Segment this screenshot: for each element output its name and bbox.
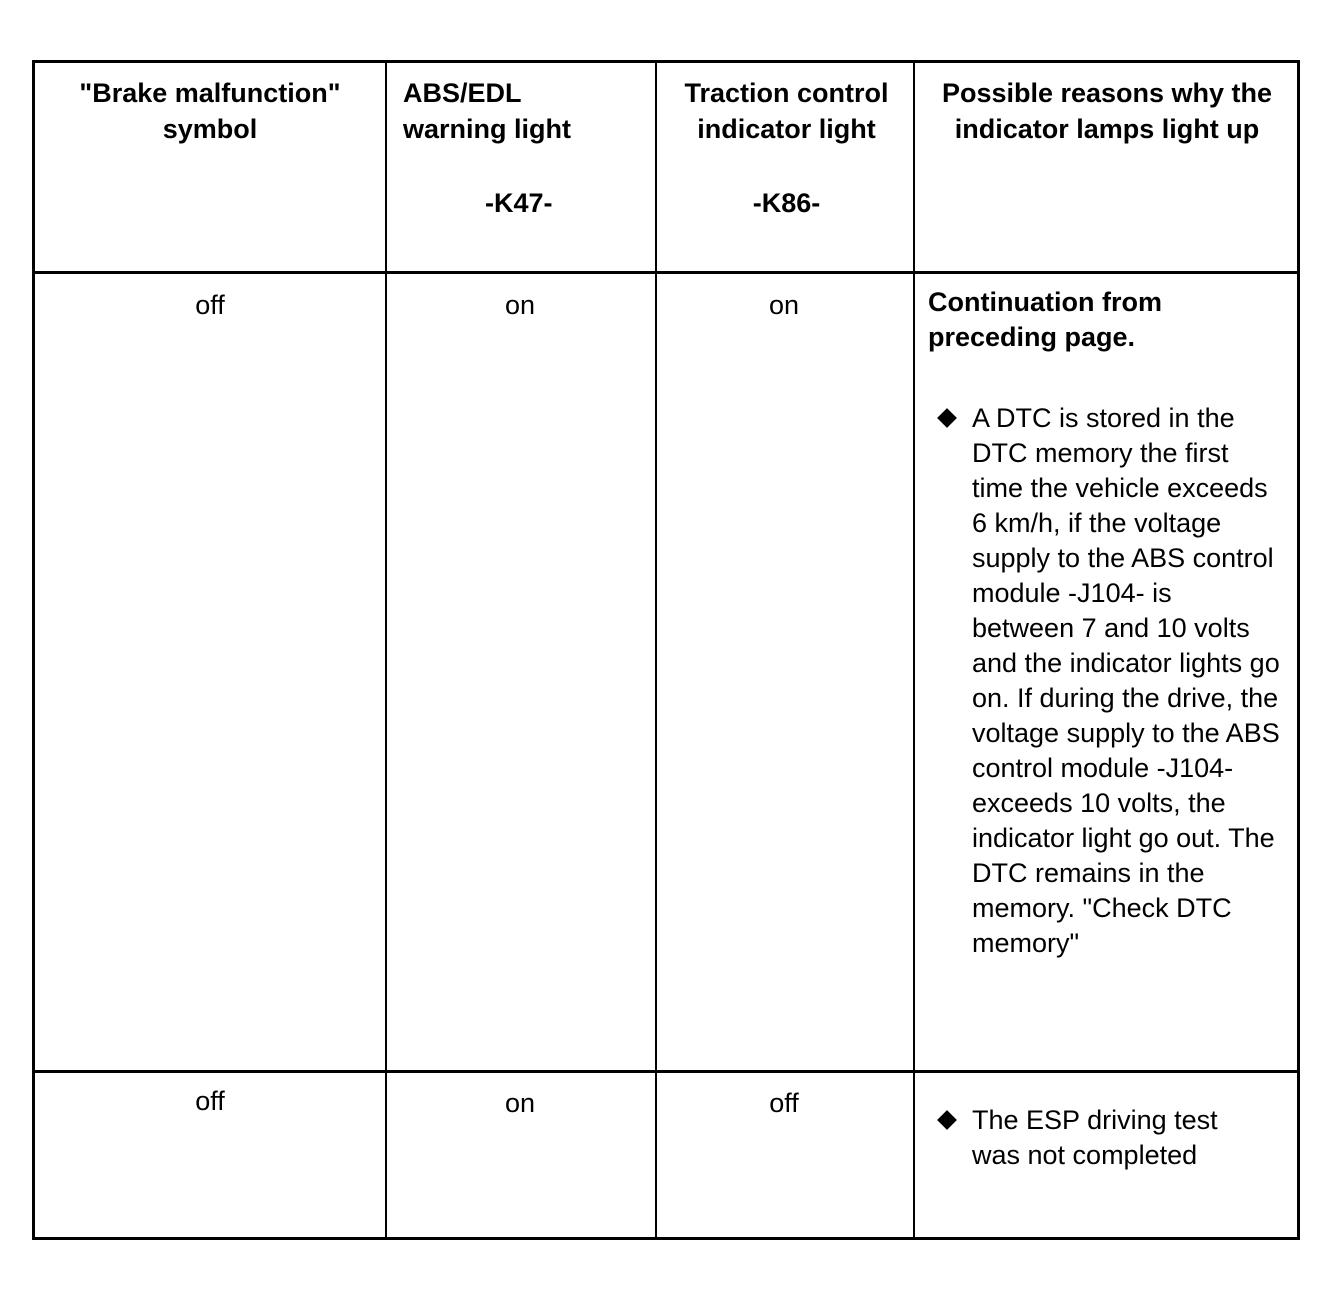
reason-text: A DTC is stored in the DTC memory the first time the vehicle exceeds 6 km/h, if the voltage supply to the ABS control module -J104- is between 7 and 10 volts and the indicator lights go on. If during the drive, the voltage supply to the ABS control module -J104- exceeds 10 volts, the indicator light go out. The DTC remains in the memory. "Check DTC memory" (972, 403, 1280, 958)
header-text: indicator lamps light up (954, 114, 1260, 144)
diagnostic-table (32, 60, 1300, 1240)
row2-traction-value: off (769, 1088, 799, 1118)
column-divider (385, 63, 387, 1237)
row-divider (35, 271, 1297, 274)
row1-brake-value: off (195, 290, 225, 320)
reason-bullet (928, 1103, 1298, 1173)
header-possible-reasons (917, 75, 1297, 147)
header-brake-symbol (35, 75, 385, 147)
row-divider (35, 1070, 1297, 1073)
diamond-bullet-icon (937, 1110, 957, 1130)
header-abs-warning-light (403, 75, 653, 221)
row1-reason (928, 285, 1298, 961)
row2-reason (928, 1103, 1298, 1173)
row2-abs-value: on (504, 1088, 536, 1118)
header-text: indicator light (697, 114, 876, 144)
header-code: -K47- (485, 188, 553, 218)
header-text: ABS/EDL (403, 78, 522, 108)
reason-bullet (928, 401, 1298, 961)
row1-abs-value: on (504, 290, 536, 320)
reason-text: The ESP driving test was not completed (972, 1105, 1218, 1170)
column-divider (913, 63, 915, 1237)
header-text: "Brake malfunction" (79, 78, 341, 108)
row1-traction-value: on (768, 290, 800, 320)
continuation-note: Continuation from preceding page. (928, 287, 1162, 352)
header-text: Traction control (684, 78, 889, 108)
header-text: symbol (162, 114, 258, 144)
header-code: -K86- (752, 188, 821, 218)
column-divider (655, 63, 657, 1237)
diamond-bullet-icon (937, 408, 957, 428)
header-text: warning light (403, 114, 571, 144)
row2-brake-value: off (195, 1086, 225, 1116)
header-text: Possible reasons why the (941, 78, 1273, 108)
header-traction-indicator (660, 75, 913, 221)
